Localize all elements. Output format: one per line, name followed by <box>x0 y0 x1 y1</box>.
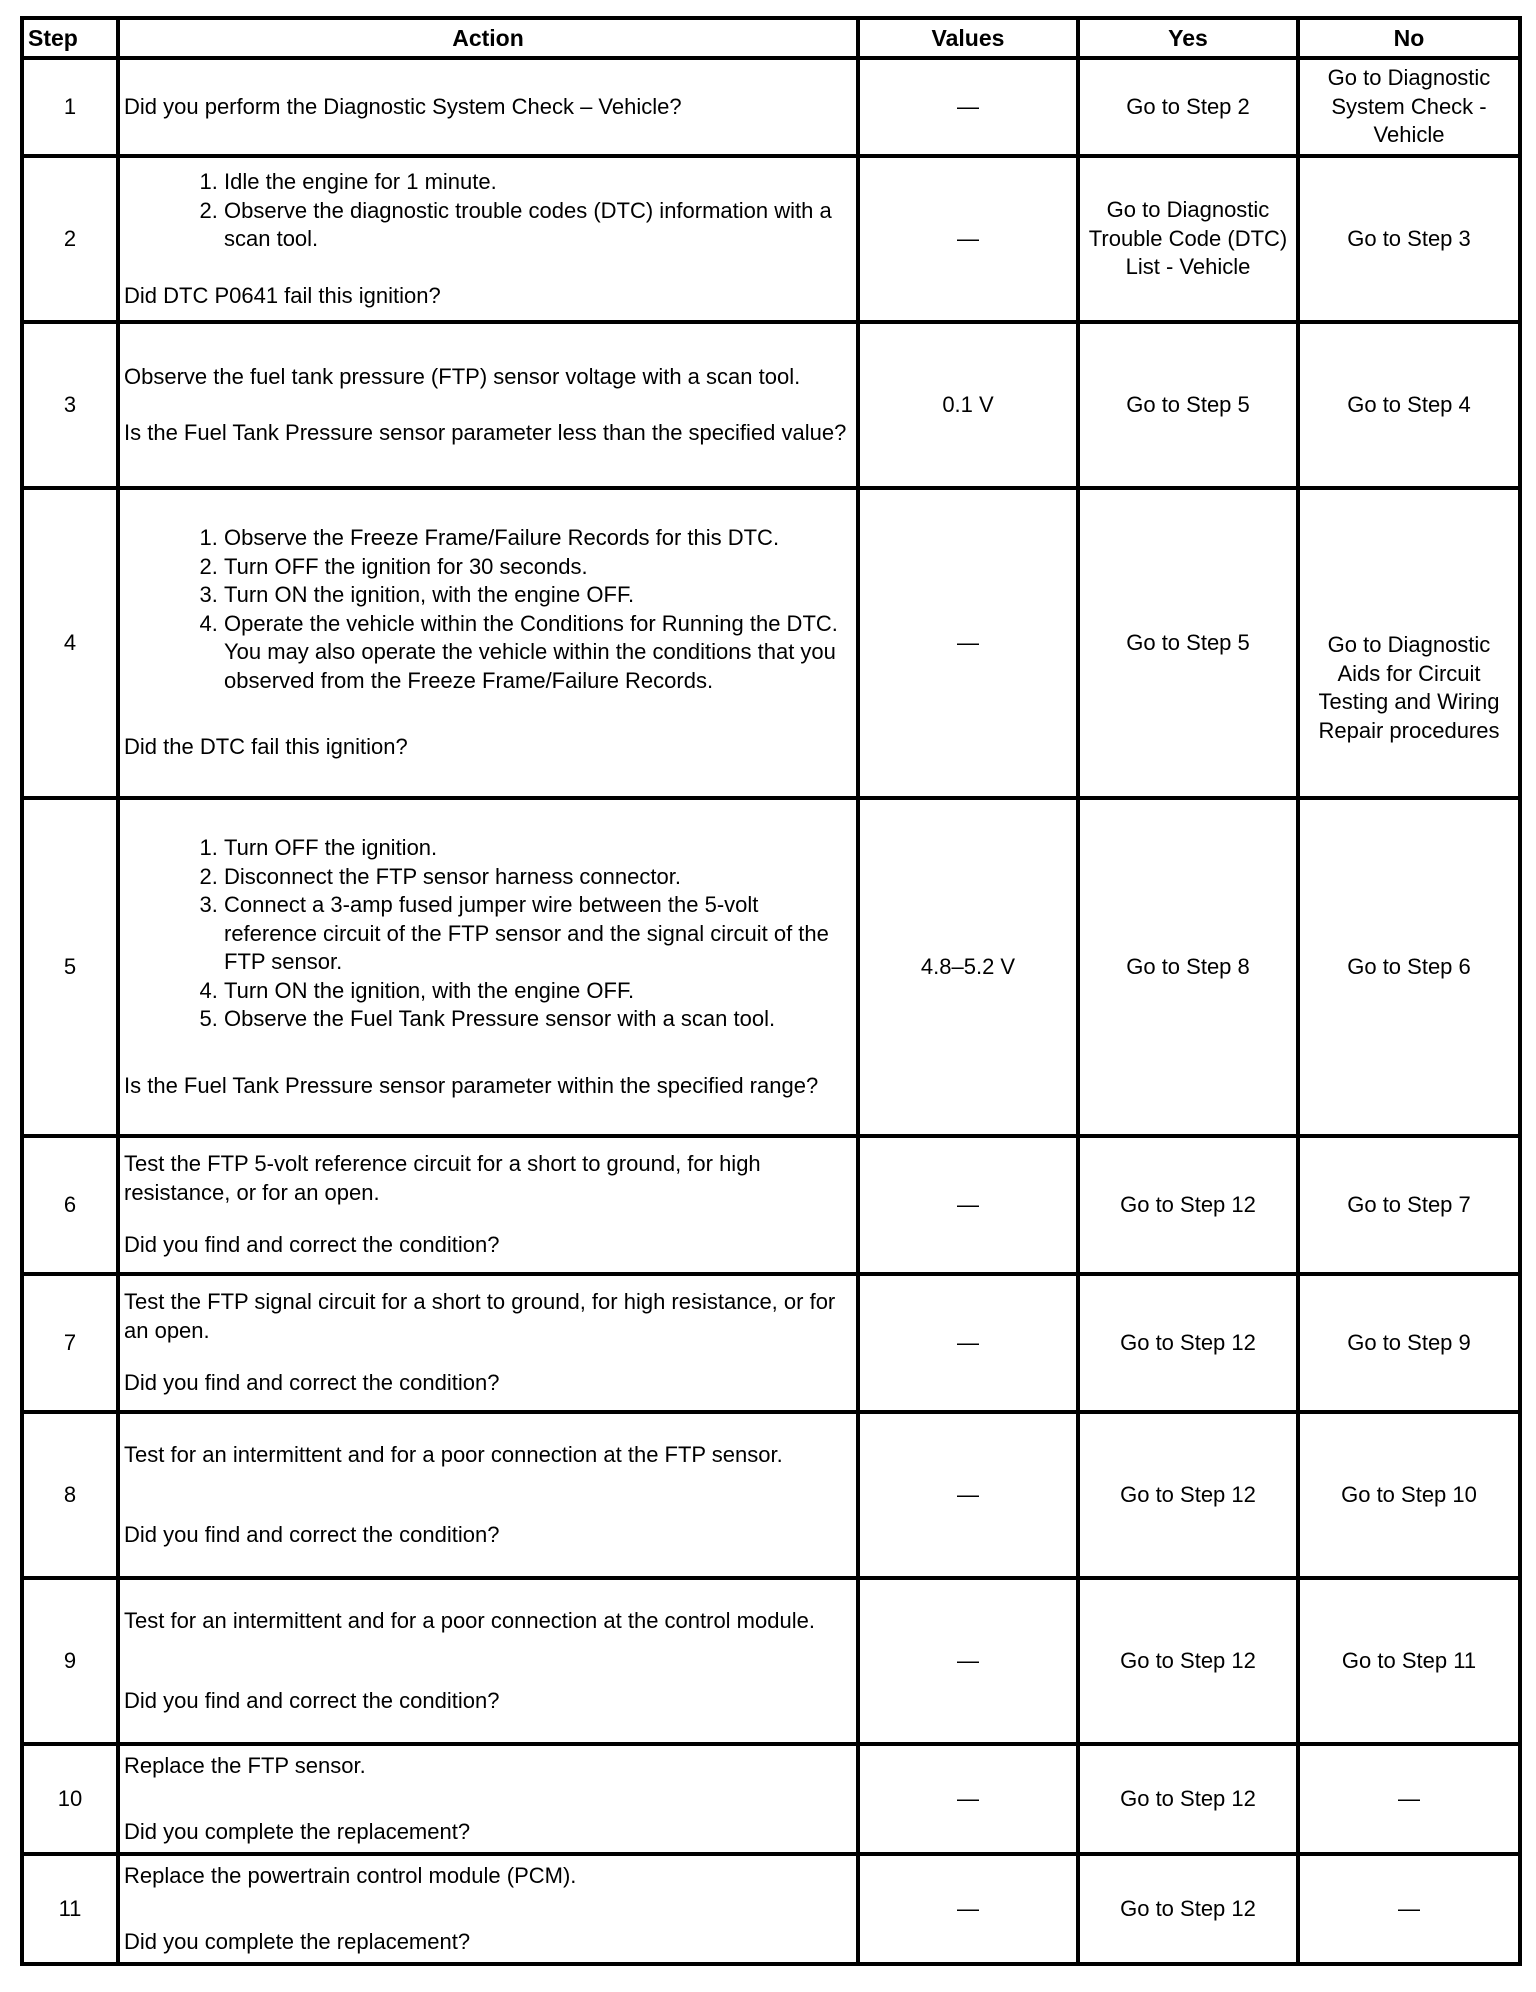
table-row <box>22 58 1520 156</box>
action-question: Did you find and correct the condition? <box>124 1370 500 1396</box>
action-steps <box>124 168 852 254</box>
action-question: Did you complete the replacement? <box>124 1819 471 1844</box>
step-number: 4 <box>22 488 118 798</box>
table-row <box>22 488 1520 798</box>
no-cell: Go to Step 7 <box>1298 1136 1520 1274</box>
table-row <box>22 156 1520 322</box>
action-step-item: 2. Turn OFF the ignition for 30 seconds. <box>224 553 852 582</box>
yes-cell: Go to Step 8 <box>1078 798 1298 1136</box>
value-cell: — <box>858 1274 1078 1412</box>
no-cell: Go to Diagnostic Aids for Circuit Testing and Wiring Repair procedures <box>1298 488 1520 798</box>
action-cell <box>118 1578 858 1744</box>
yes-cell: Go to Step 2 <box>1078 58 1298 156</box>
action-cell <box>118 58 858 156</box>
action-step-item: 2. Observe the diagnostic trouble codes (DTC) information with a scan tool. <box>224 197 852 254</box>
step-number: 6 <box>22 1136 118 1274</box>
action-cell <box>118 798 858 1136</box>
yes-cell: Go to Step 5 <box>1078 322 1298 488</box>
action-intro: Replace the FTP sensor. <box>124 1752 366 1778</box>
step-number: 8 <box>22 1412 118 1578</box>
no-cell: Go to Diagnostic System Check - Vehicle <box>1298 58 1520 156</box>
action-step-item: 4. Turn ON the ignition, with the engine OFF. <box>224 977 852 1006</box>
header-step: Step <box>22 18 118 58</box>
yes-cell: Go to Step 12 <box>1078 1136 1298 1274</box>
action-steps <box>124 834 852 1034</box>
value-cell: 0.1 V <box>858 322 1078 488</box>
table-row <box>22 1854 1520 1964</box>
value-cell: — <box>858 1412 1078 1578</box>
action-cell <box>118 1274 858 1412</box>
value-cell: — <box>858 488 1078 798</box>
table-row <box>22 1412 1520 1578</box>
header-no: No <box>1298 18 1520 58</box>
no-cell: — <box>1298 1854 1520 1964</box>
header-yes: Yes <box>1078 18 1298 58</box>
no-cell: Go to Step 6 <box>1298 798 1520 1136</box>
action-cell <box>118 1854 858 1964</box>
action-question: Did you find and correct the condition? <box>124 1688 500 1713</box>
action-cell <box>118 1412 858 1578</box>
yes-cell: Go to Step 12 <box>1078 1578 1298 1744</box>
step-number: 1 <box>22 58 118 156</box>
step-number: 10 <box>22 1744 118 1854</box>
action-step-item: 3. Turn ON the ignition, with the engine OFF. <box>224 581 852 610</box>
action-intro: Observe the fuel tank pressure (FTP) sensor voltage with a scan tool. <box>124 363 801 389</box>
value-cell: — <box>858 1744 1078 1854</box>
action-intro: Test for an intermittent and for a poor connection at the control module. <box>124 1607 815 1633</box>
step-number: 3 <box>22 322 118 488</box>
table-row <box>22 1136 1520 1274</box>
value-cell: — <box>858 1578 1078 1744</box>
step-number: 7 <box>22 1274 118 1412</box>
header-row <box>22 18 1520 58</box>
value-cell: — <box>858 1136 1078 1274</box>
no-cell: — <box>1298 1744 1520 1854</box>
action-question: Did the DTC fail this ignition? <box>124 734 408 760</box>
action-cell <box>118 488 858 798</box>
no-cell: Go to Step 4 <box>1298 322 1520 488</box>
action-question: Did DTC P0641 fail this ignition? <box>124 282 441 308</box>
action-question: Is the Fuel Tank Pressure sensor parameter within the specified range? <box>124 1072 819 1098</box>
yes-cell: Go to Step 12 <box>1078 1854 1298 1964</box>
value-cell: — <box>858 156 1078 322</box>
yes-cell: Go to Step 5 <box>1078 488 1298 798</box>
step-number: 2 <box>22 156 118 322</box>
table-row <box>22 322 1520 488</box>
action-cell <box>118 1136 858 1274</box>
action-step-item: 1. Idle the engine for 1 minute. <box>224 168 852 197</box>
action-cell <box>118 322 858 488</box>
action-question: Did you find and correct the condition? <box>124 1522 500 1547</box>
table-row <box>22 798 1520 1136</box>
yes-cell: Go to Diagnostic Trouble Code (DTC) List - Vehicle <box>1078 156 1298 322</box>
no-cell: Go to Step 9 <box>1298 1274 1520 1412</box>
action-steps <box>124 524 852 695</box>
action-step-item: 3. Connect a 3-amp fused jumper wire between the 5-volt reference circuit of the FTP sensor and the signal circuit of the FTP sensor. <box>224 891 852 977</box>
action-intro: Replace the powertrain control module (PCM). <box>124 1862 577 1888</box>
value-cell: — <box>858 1854 1078 1964</box>
step-number: 9 <box>22 1578 118 1744</box>
step-number: 11 <box>22 1854 118 1964</box>
action-step-item: 1. Observe the Freeze Frame/Failure Records for this DTC. <box>224 524 852 553</box>
action-intro: Test the FTP 5-volt reference circuit for a short to ground, for high resistance, or for an open. <box>124 1151 761 1205</box>
yes-cell: Go to Step 12 <box>1078 1744 1298 1854</box>
action-cell <box>118 1744 858 1854</box>
action-intro: Test for an intermittent and for a poor connection at the FTP sensor. <box>124 1441 783 1467</box>
action-question: Is the Fuel Tank Pressure sensor parameter less than the specified value? <box>124 420 847 445</box>
action-step-item: 4. Operate the vehicle within the Conditions for Running the DTC. You may also operate the vehicle within the conditions that you observed from the Freeze Frame/Failure Records. <box>224 610 852 696</box>
action-step-item: 2. Disconnect the FTP sensor harness connector. <box>224 863 852 892</box>
table-row <box>22 1744 1520 1854</box>
header-action: Action <box>118 18 858 58</box>
no-cell: Go to Step 3 <box>1298 156 1520 322</box>
value-cell: 4.8–5.2 V <box>858 798 1078 1136</box>
action-step-item: 5. Observe the Fuel Tank Pressure sensor with a scan tool. <box>224 1005 852 1034</box>
no-cell: Go to Step 11 <box>1298 1578 1520 1744</box>
action-intro: Did you perform the Diagnostic System Check – Vehicle? <box>124 93 682 119</box>
header-values: Values <box>858 18 1078 58</box>
diagnostic-table <box>20 16 1522 1966</box>
action-question: Did you complete the replacement? <box>124 1929 471 1954</box>
no-cell: Go to Step 10 <box>1298 1412 1520 1578</box>
step-number: 5 <box>22 798 118 1136</box>
table-row <box>22 1274 1520 1412</box>
table-row <box>22 1578 1520 1744</box>
action-cell <box>118 156 858 322</box>
yes-cell: Go to Step 12 <box>1078 1274 1298 1412</box>
action-question: Did you find and correct the condition? <box>124 1232 500 1258</box>
yes-cell: Go to Step 12 <box>1078 1412 1298 1578</box>
action-step-item: 1. Turn OFF the ignition. <box>224 834 852 863</box>
value-cell: — <box>858 58 1078 156</box>
action-intro: Test the FTP signal circuit for a short to ground, for high resistance, or for an open. <box>124 1289 836 1343</box>
